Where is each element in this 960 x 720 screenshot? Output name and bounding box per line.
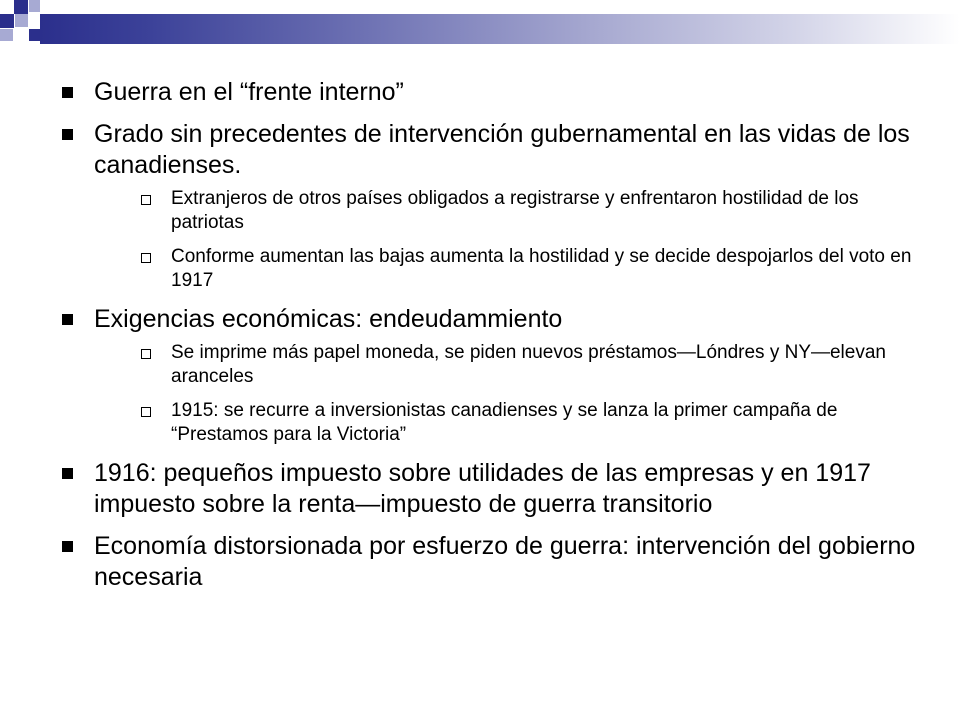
sub-bullet-text: Se imprime más papel moneda, se piden nuevos préstamos—Lóndres y NY—elevan aranceles xyxy=(171,342,886,387)
bullet-item xyxy=(62,119,922,293)
header-gradient-band xyxy=(40,14,960,44)
hollow-square-bullet-icon xyxy=(141,349,151,359)
hollow-square-bullet-icon xyxy=(141,195,151,205)
corner-square xyxy=(29,0,40,12)
corner-square xyxy=(29,29,40,41)
corner-square xyxy=(14,0,28,14)
bullet-item xyxy=(62,304,922,447)
bullet-item xyxy=(62,458,922,520)
hollow-square-bullet-icon xyxy=(141,407,151,417)
sub-bullet-list xyxy=(94,341,922,447)
hollow-square-bullet-icon xyxy=(141,253,151,263)
sub-bullet-item xyxy=(94,245,922,293)
corner-square xyxy=(0,29,13,41)
bullet-text: 1916: pequeños impuesto sobre utilidades de las empresas y en 1917 impuesto sobre la renta—impuesto de guerra transitorio xyxy=(94,459,871,518)
corner-square xyxy=(0,14,14,28)
square-bullet-icon xyxy=(62,129,73,140)
bullet-item xyxy=(62,531,922,593)
sub-bullet-text: Extranjeros de otros países obligados a registrarse y enfrentaron hostilidad de los patriotas xyxy=(171,188,859,233)
corner-square xyxy=(15,29,28,41)
bullet-text: Grado sin precedentes de intervención gubernamental en las vidas de los canadienses. xyxy=(94,120,910,179)
bullet-text: Guerra en el “frente interno” xyxy=(94,78,404,106)
bullet-text: Exigencias económicas: endeudammiento xyxy=(94,305,563,333)
bullet-text: Economía distorsionada por esfuerzo de guerra: intervención del gobierno necesaria xyxy=(94,532,916,591)
square-bullet-icon xyxy=(62,541,73,552)
corner-square xyxy=(0,0,13,13)
sub-bullet-item xyxy=(94,187,922,235)
sub-bullet-text: Conforme aumentan las bajas aumenta la hostilidad y se decide despojarlos del voto en 1917 xyxy=(171,246,912,291)
square-bullet-icon xyxy=(62,468,73,479)
square-bullet-icon xyxy=(62,314,73,325)
sub-bullet-text: 1915: se recurre a inversionistas canadienses y se lanza la primer campaña de “Prestamos para la Victoria” xyxy=(171,400,838,445)
sub-bullet-item xyxy=(94,341,922,389)
corner-square xyxy=(15,14,28,27)
slide-content xyxy=(62,77,922,604)
bullet-item xyxy=(62,77,922,108)
square-bullet-icon xyxy=(62,87,73,98)
sub-bullet-list xyxy=(94,187,922,293)
sub-bullet-item xyxy=(94,399,922,447)
